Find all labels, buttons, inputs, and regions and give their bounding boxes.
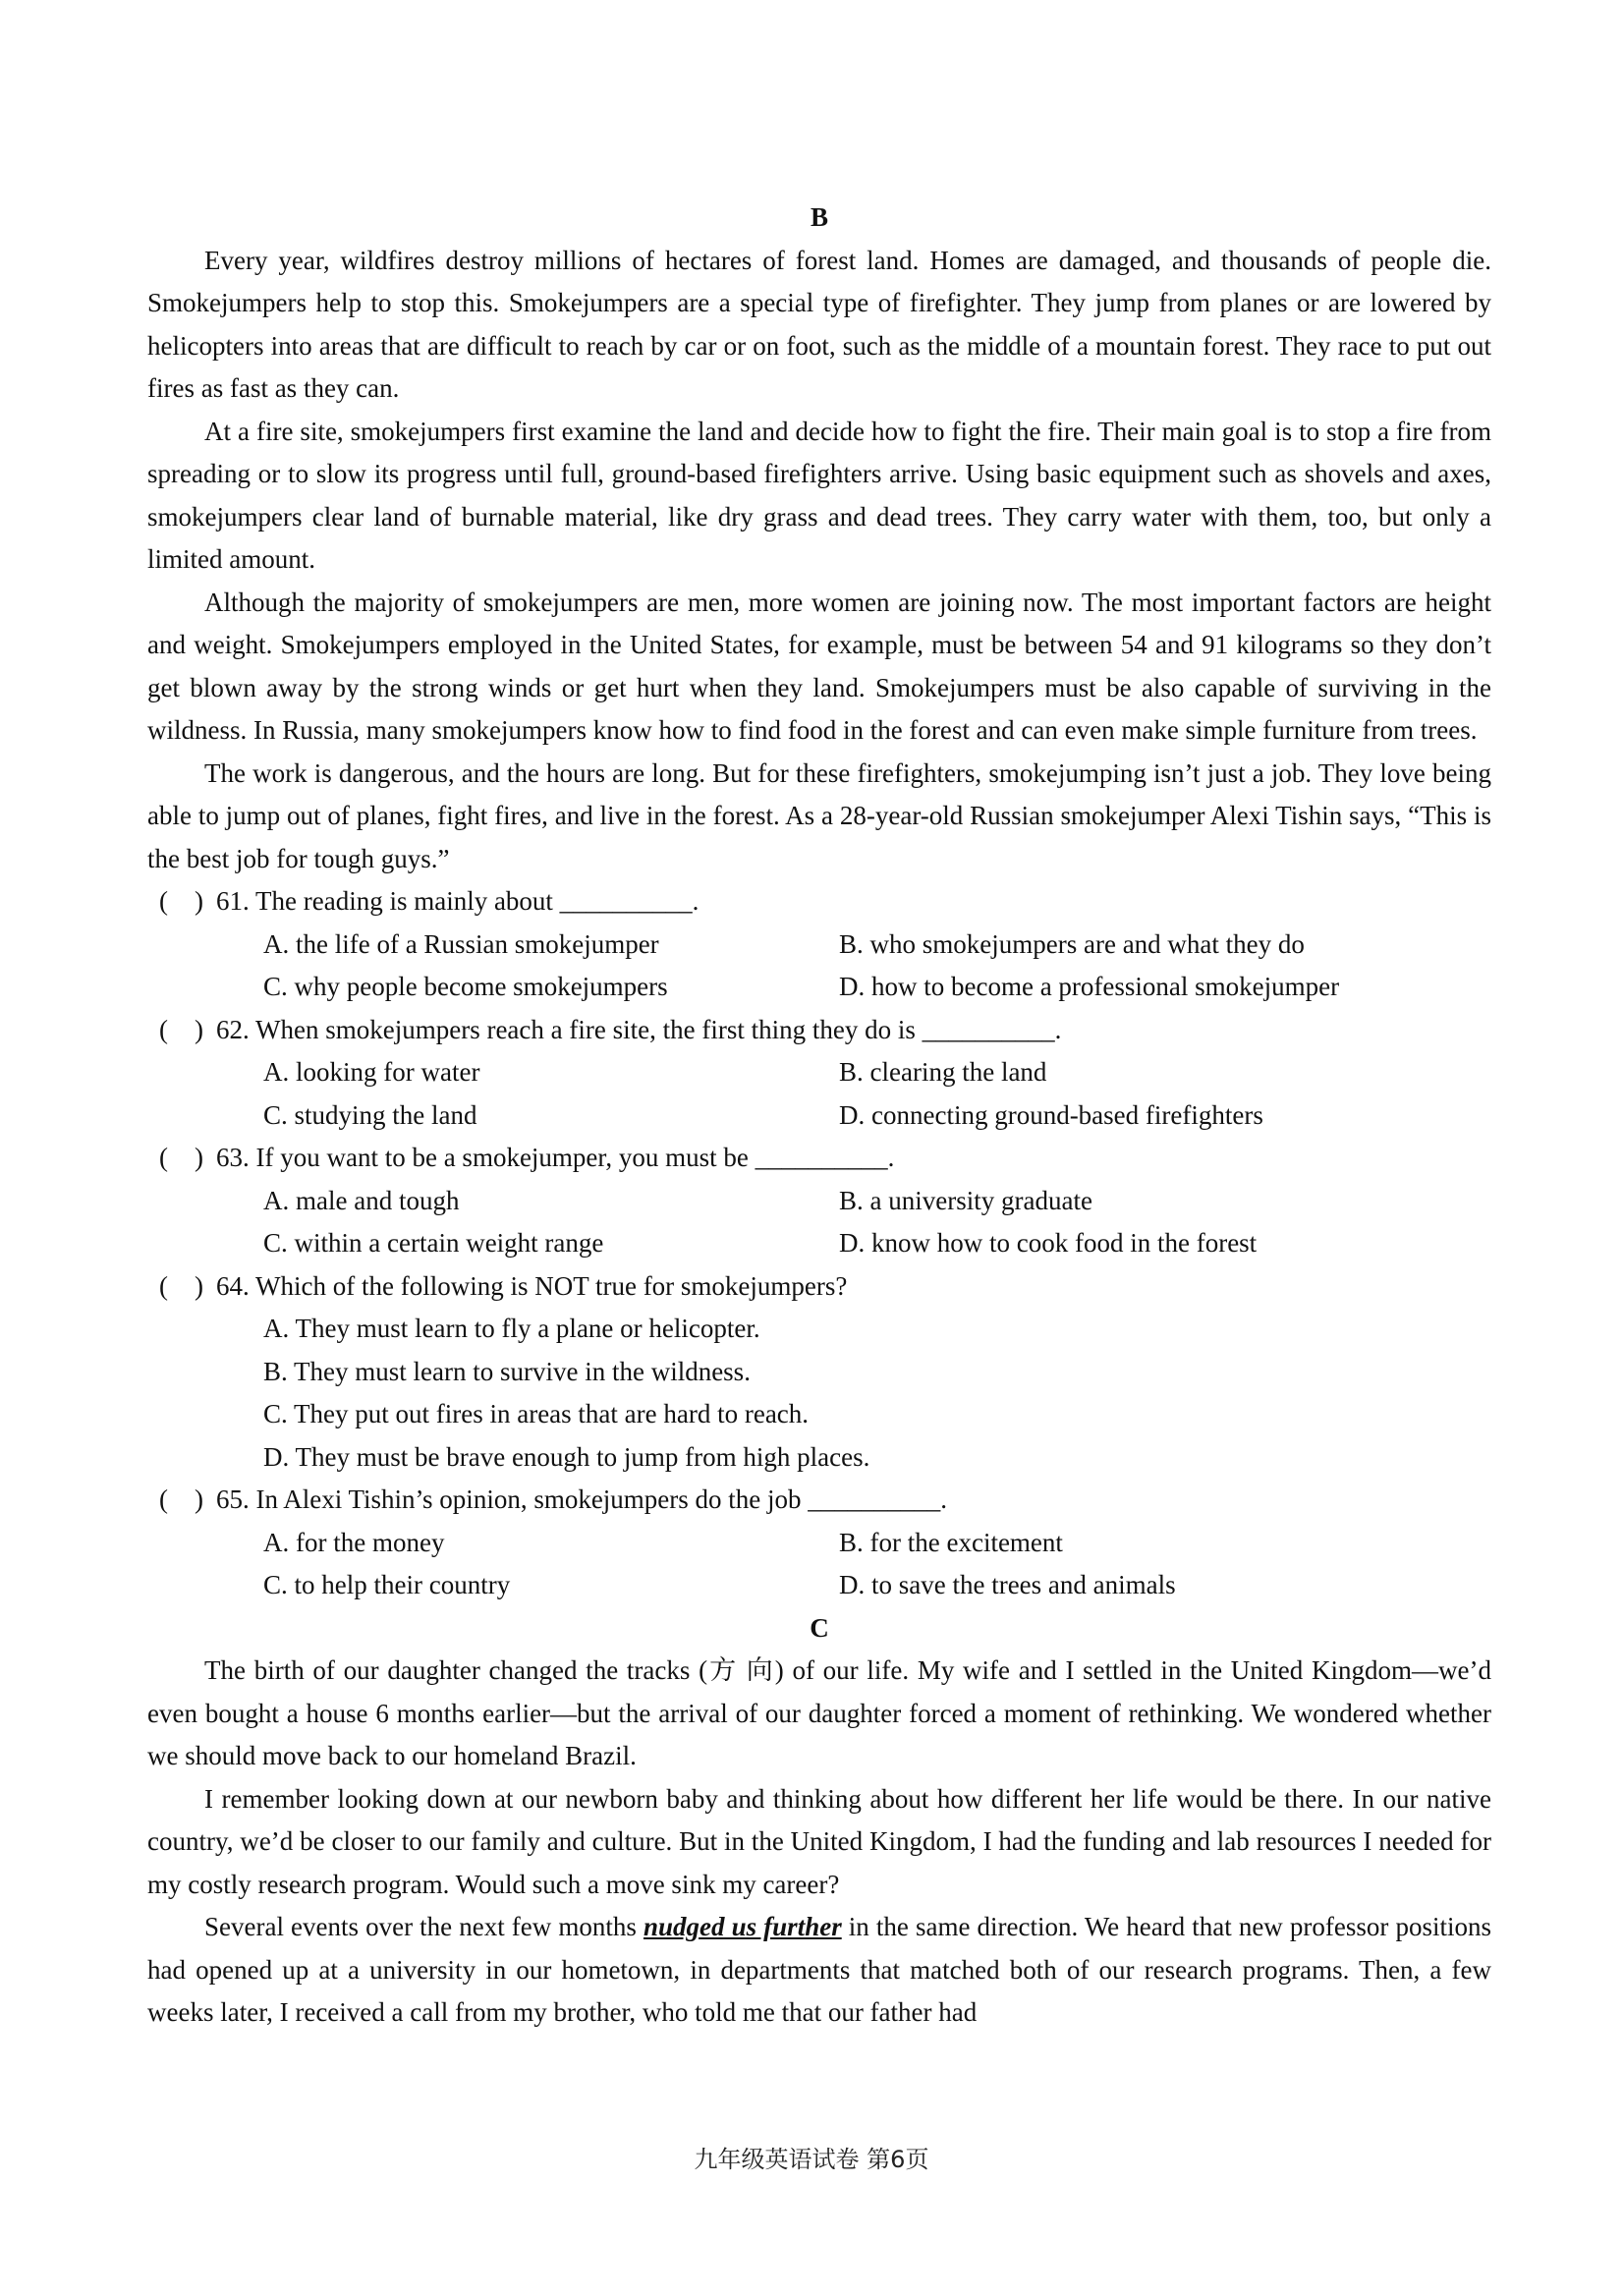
option-b: B. They must learn to survive in the wildness. xyxy=(263,1356,751,1386)
answer-blank[interactable] xyxy=(147,1137,216,1180)
option-c: C. within a certain weight range xyxy=(263,1228,604,1258)
option-row xyxy=(147,1051,1491,1094)
option-b: B. who smokejumpers are and what they do xyxy=(839,928,1305,959)
question-62 xyxy=(147,1009,1491,1052)
option-b: B. a university graduate xyxy=(839,1185,1092,1215)
option-d: D. They must be brave enough to jump from high places. xyxy=(263,1441,870,1472)
option-c: C. why people become smokejumpers xyxy=(263,972,668,1001)
option-row xyxy=(147,966,1491,1009)
question-stem: 64. Which of the following is NOT true for smokejumpers? xyxy=(216,1270,848,1301)
question-stem: 62. When smokejumpers reach a fire site, the first thing they do is __________. xyxy=(216,1014,1062,1044)
option-d: D. to save the trees and animals xyxy=(839,1570,1176,1599)
passage-b-paragraph-4: The work is dangerous, and the hours are long. But for these firefighters, smokejumping isn’t just a job. They love being able to jump out of planes, fight fires, and live in the forest. As a 28-year-old Russian smokejumper Alexi Tishin says, “This is the best job for tough guys.” xyxy=(147,757,1491,873)
option-row xyxy=(147,1180,1491,1223)
option-row xyxy=(147,1564,1491,1607)
option-a: A. looking for water xyxy=(263,1057,480,1087)
passage-b-paragraph-2: At a fire site, smokejumpers first examine the land and decide how to fight the fire. Their main goal is to stop a fire from spreading or to slow its progress until full, ground-based firefighters arrive. Using basic equipment such as shovels and axes, smokejumpers clear land of burnable material, like dry grass and dead trees. They carry water with them, too, but only a limited amount. xyxy=(147,416,1491,574)
option-c: C. They put out fires in areas that are hard to reach. xyxy=(263,1399,810,1428)
question-stem: 65. In Alexi Tishin’s opinion, smokejumpers do the job __________. xyxy=(216,1484,948,1514)
question-65 xyxy=(147,1479,1491,1522)
passage-c-paragraph-2: I remember looking down at our newborn baby and thinking about how different her life would be there. In our native country, we’d be closer to our family and culture. But in the United Kingdom, I had the funding and lab resources I needed for my costly research program. Would such a move sink my career? xyxy=(147,1783,1491,1899)
option-row xyxy=(147,1522,1491,1565)
paragraph-text: in the same direction. We heard that new professor positions had opened up at a university in our hometown, in departments that matched both of our research programs. Then, a few weeks later, I received a call from my brother, who told me that our father had xyxy=(147,1912,1491,2027)
option-c: C. to help their country xyxy=(263,1570,511,1599)
answer-blank[interactable] xyxy=(147,1265,216,1309)
question-stem: 61. The reading is mainly about __________. xyxy=(216,886,700,916)
section-b-title: B xyxy=(810,202,828,232)
option-d: D. know how to cook food in the forest xyxy=(839,1228,1258,1258)
option-row xyxy=(147,924,1491,967)
option-d: D. how to become a professional smokejumper xyxy=(839,972,1340,1001)
option-row xyxy=(147,1222,1491,1265)
option-a: A. the life of a Russian smokejumper xyxy=(263,928,659,959)
option-a: A. They must learn to fly a plane or helicopter. xyxy=(263,1314,760,1343)
answer-blank[interactable] xyxy=(147,1009,216,1052)
option-a: A. male and tough xyxy=(263,1185,460,1215)
option-row xyxy=(147,1094,1491,1138)
option-d: D. connecting ground-based firefighters xyxy=(839,1099,1263,1130)
question-61 xyxy=(147,880,1491,924)
question-stem: 63. If you want to be a smokejumper, you must be __________. xyxy=(216,1143,895,1172)
passage-b-paragraph-1: Every year, wildfires destroy millions of hectares of forest land. Homes are damaged, and thousands of people die. Smokejumpers help to stop this. Smokejumpers are a special type of firefighter. They jump from planes or are lowered by helicopters into areas that are difficult to reach by car or on foot, such as the middle of a mountain forest. They race to put out fires as fast as they can. xyxy=(147,245,1491,403)
passage-c-paragraph-3 xyxy=(147,1906,1491,2035)
answer-blank[interactable] xyxy=(147,1479,216,1522)
paragraph-text: Several events over the next few months xyxy=(204,1912,644,1941)
question-64 xyxy=(147,1265,1491,1309)
question-63 xyxy=(147,1137,1491,1180)
option-c: C. studying the land xyxy=(263,1099,477,1130)
passage-c-paragraph-1: The birth of our daughter changed the tracks (方 向) of our life. My wife and I settled in the United Kingdom—we’d even bought a house 6 months earlier—but the arrival of our daughter forced a moment of rethinking. We wondered whether we should move back to our homeland Brazil. xyxy=(147,1655,1491,1770)
emphasized-phrase: nudged us further xyxy=(643,1912,842,1941)
option-a: A. for the money xyxy=(263,1527,445,1557)
option-b: B. clearing the land xyxy=(839,1057,1047,1087)
exam-page xyxy=(147,196,1491,2035)
section-c-title: C xyxy=(810,1612,829,1643)
answer-blank[interactable] xyxy=(147,880,216,924)
option-b: B. for the excitement xyxy=(839,1527,1063,1557)
passage-b-paragraph-3: Although the majority of smokejumpers are men, more women are joining now. The most important factors are height and weight. Smokejumpers employed in the United States, for example, must be between 54 and 91 kilograms so they don’t get blown away by the strong winds or get hurt when they land. Smokejumpers must be also capable of surviving in the wildness. In Russia, many smokejumpers know how to find food in the forest and can even make simple furniture from trees. xyxy=(147,587,1491,745)
page-footer: 九年级英语试卷 第6页 xyxy=(694,2146,929,2173)
